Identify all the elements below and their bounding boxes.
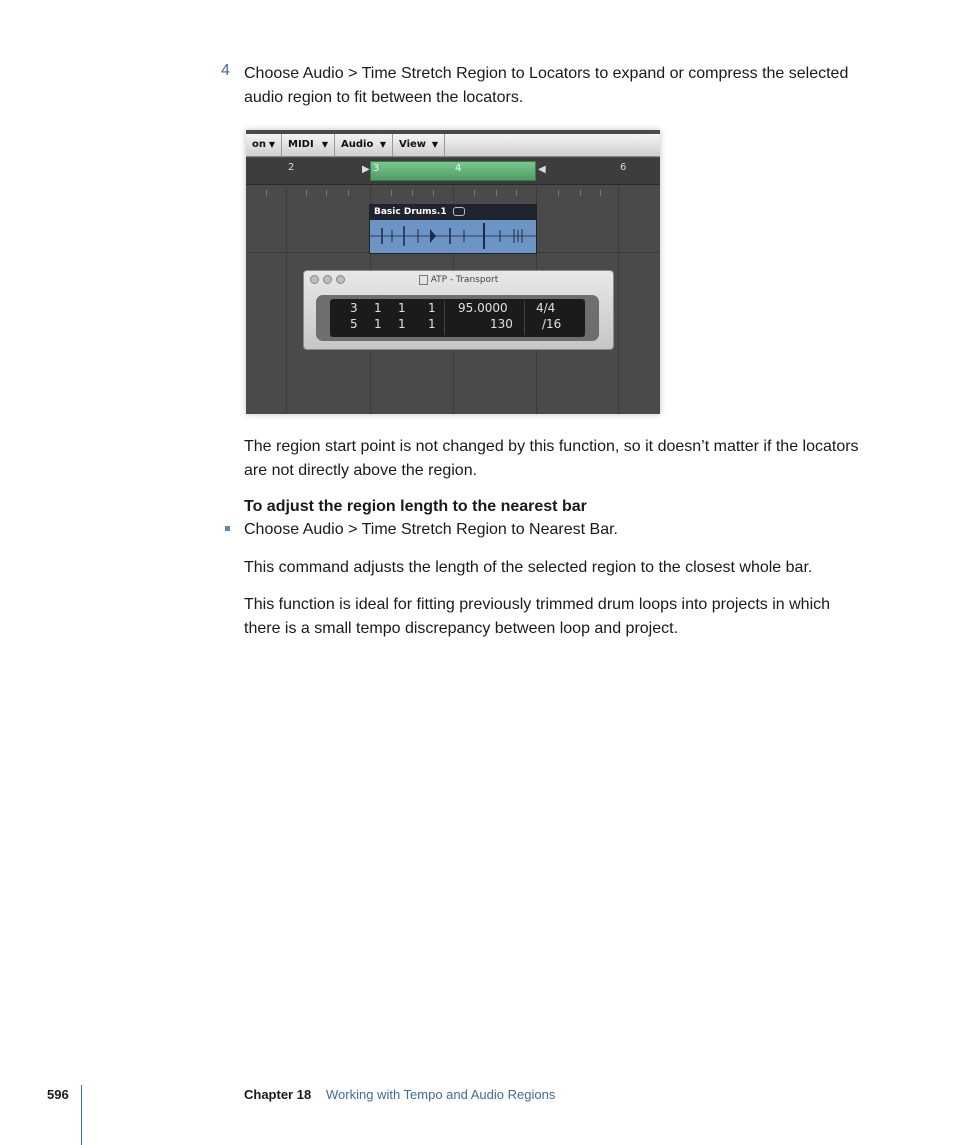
- transport-title-text: ATP - Transport: [430, 275, 499, 285]
- task-heading: To adjust the region length to the nearest bar: [244, 498, 587, 515]
- paragraph-3-line2: there is a small tempo discrepancy between loop and project.: [244, 619, 679, 637]
- menu-view[interactable]: [393, 134, 445, 156]
- ruler-tick: [474, 190, 475, 196]
- right-locator-icon[interactable]: ◀: [538, 164, 546, 175]
- transport-display[interactable]: [330, 299, 585, 337]
- ruler-tick: [326, 190, 327, 196]
- transport-title: [304, 271, 613, 289]
- chapter-label: Chapter 18: [244, 1087, 312, 1102]
- document-icon: [419, 275, 428, 285]
- ruler-tick: [600, 190, 601, 196]
- loop-icon: [453, 207, 465, 216]
- end-beat: 1: [374, 317, 382, 331]
- region-name-text: Basic Drums.1: [374, 207, 447, 217]
- end-tick: 1: [428, 317, 436, 331]
- ruler-tick: [266, 190, 267, 196]
- ruler-tick: [306, 190, 307, 196]
- position-tick: 1: [428, 301, 436, 315]
- menu-label: Audio: [341, 139, 374, 150]
- ruler-number: 3: [373, 163, 380, 174]
- display-divider: [524, 301, 525, 335]
- screenshot-figure: [246, 130, 660, 414]
- ruler-tick: [496, 190, 497, 196]
- step-text-line2: audio region to fit between the locators.: [244, 88, 524, 106]
- ruler-tick: [558, 190, 559, 196]
- position-beat: 1: [374, 301, 382, 315]
- paragraph-2: This command adjusts the length of the selected region to the closest whole bar.: [244, 559, 813, 576]
- left-locator-icon[interactable]: ▶: [362, 164, 370, 175]
- tempo-value: 95.0000: [458, 301, 508, 315]
- chevron-down-icon: ▼: [321, 140, 328, 149]
- step-text: [244, 62, 884, 109]
- display-divider: [444, 301, 445, 335]
- ruler-tick: [433, 190, 434, 196]
- ruler-number: 2: [288, 162, 295, 173]
- ruler-tick: [580, 190, 581, 196]
- transport-window[interactable]: [303, 270, 614, 350]
- signature-value: 4/4: [536, 301, 556, 315]
- paragraph-3-line1: This function is ideal for fitting previously trimmed drum loops into projects in which: [244, 596, 831, 613]
- paragraph-3: [244, 593, 884, 640]
- menu-edit-partial[interactable]: [246, 134, 282, 156]
- ruler-tick: [391, 190, 392, 196]
- ruler-number: 4: [455, 163, 462, 174]
- chevron-down-icon: ▼: [268, 140, 275, 149]
- waveform: [370, 220, 536, 253]
- bullet-marker: [225, 526, 230, 531]
- bar-gridline: [618, 184, 619, 414]
- page-number: 596: [47, 1087, 69, 1102]
- ruler-tick: [348, 190, 349, 196]
- end-bar: 5: [350, 317, 358, 331]
- bar-gridline: [286, 184, 287, 414]
- step-number: 4: [221, 62, 230, 79]
- end-division: 1: [398, 317, 406, 331]
- menu-midi[interactable]: [282, 134, 335, 156]
- chevron-down-icon: ▼: [379, 140, 386, 149]
- position-division: 1: [398, 301, 406, 315]
- paragraph-1-line2: are not directly above the region.: [244, 461, 478, 479]
- ruler-number: 6: [620, 162, 627, 173]
- cycle-locators[interactable]: [370, 161, 536, 181]
- position-bar: 3: [350, 301, 358, 315]
- footer-rule: [81, 1085, 82, 1145]
- step-text-line1: Choose Audio > Time Stretch Region to Locators to expand or compress the selected: [244, 65, 849, 82]
- menu-label: on: [252, 139, 266, 150]
- menu-label: MIDI: [288, 139, 314, 150]
- bullet-text: Choose Audio > Time Stretch Region to Nearest Bar.: [244, 521, 618, 538]
- audio-region[interactable]: [369, 204, 537, 254]
- chapter-title: Working with Tempo and Audio Regions: [326, 1087, 556, 1102]
- menu-bar: [246, 134, 660, 157]
- paragraph-1: [244, 435, 884, 482]
- paragraph-1-line1: The region start point is not changed by this function, so it doesn’t matter if the locators: [244, 438, 859, 455]
- ruler-tick: [412, 190, 413, 196]
- division-value: /16: [542, 317, 562, 331]
- transport-display-bezel: [316, 295, 599, 341]
- bpm-value: 130: [490, 317, 513, 331]
- menu-label: View: [399, 139, 427, 150]
- ruler-tick: [516, 190, 517, 196]
- chevron-down-icon: ▼: [431, 140, 438, 149]
- region-name: [370, 205, 536, 220]
- menu-audio[interactable]: [335, 134, 393, 156]
